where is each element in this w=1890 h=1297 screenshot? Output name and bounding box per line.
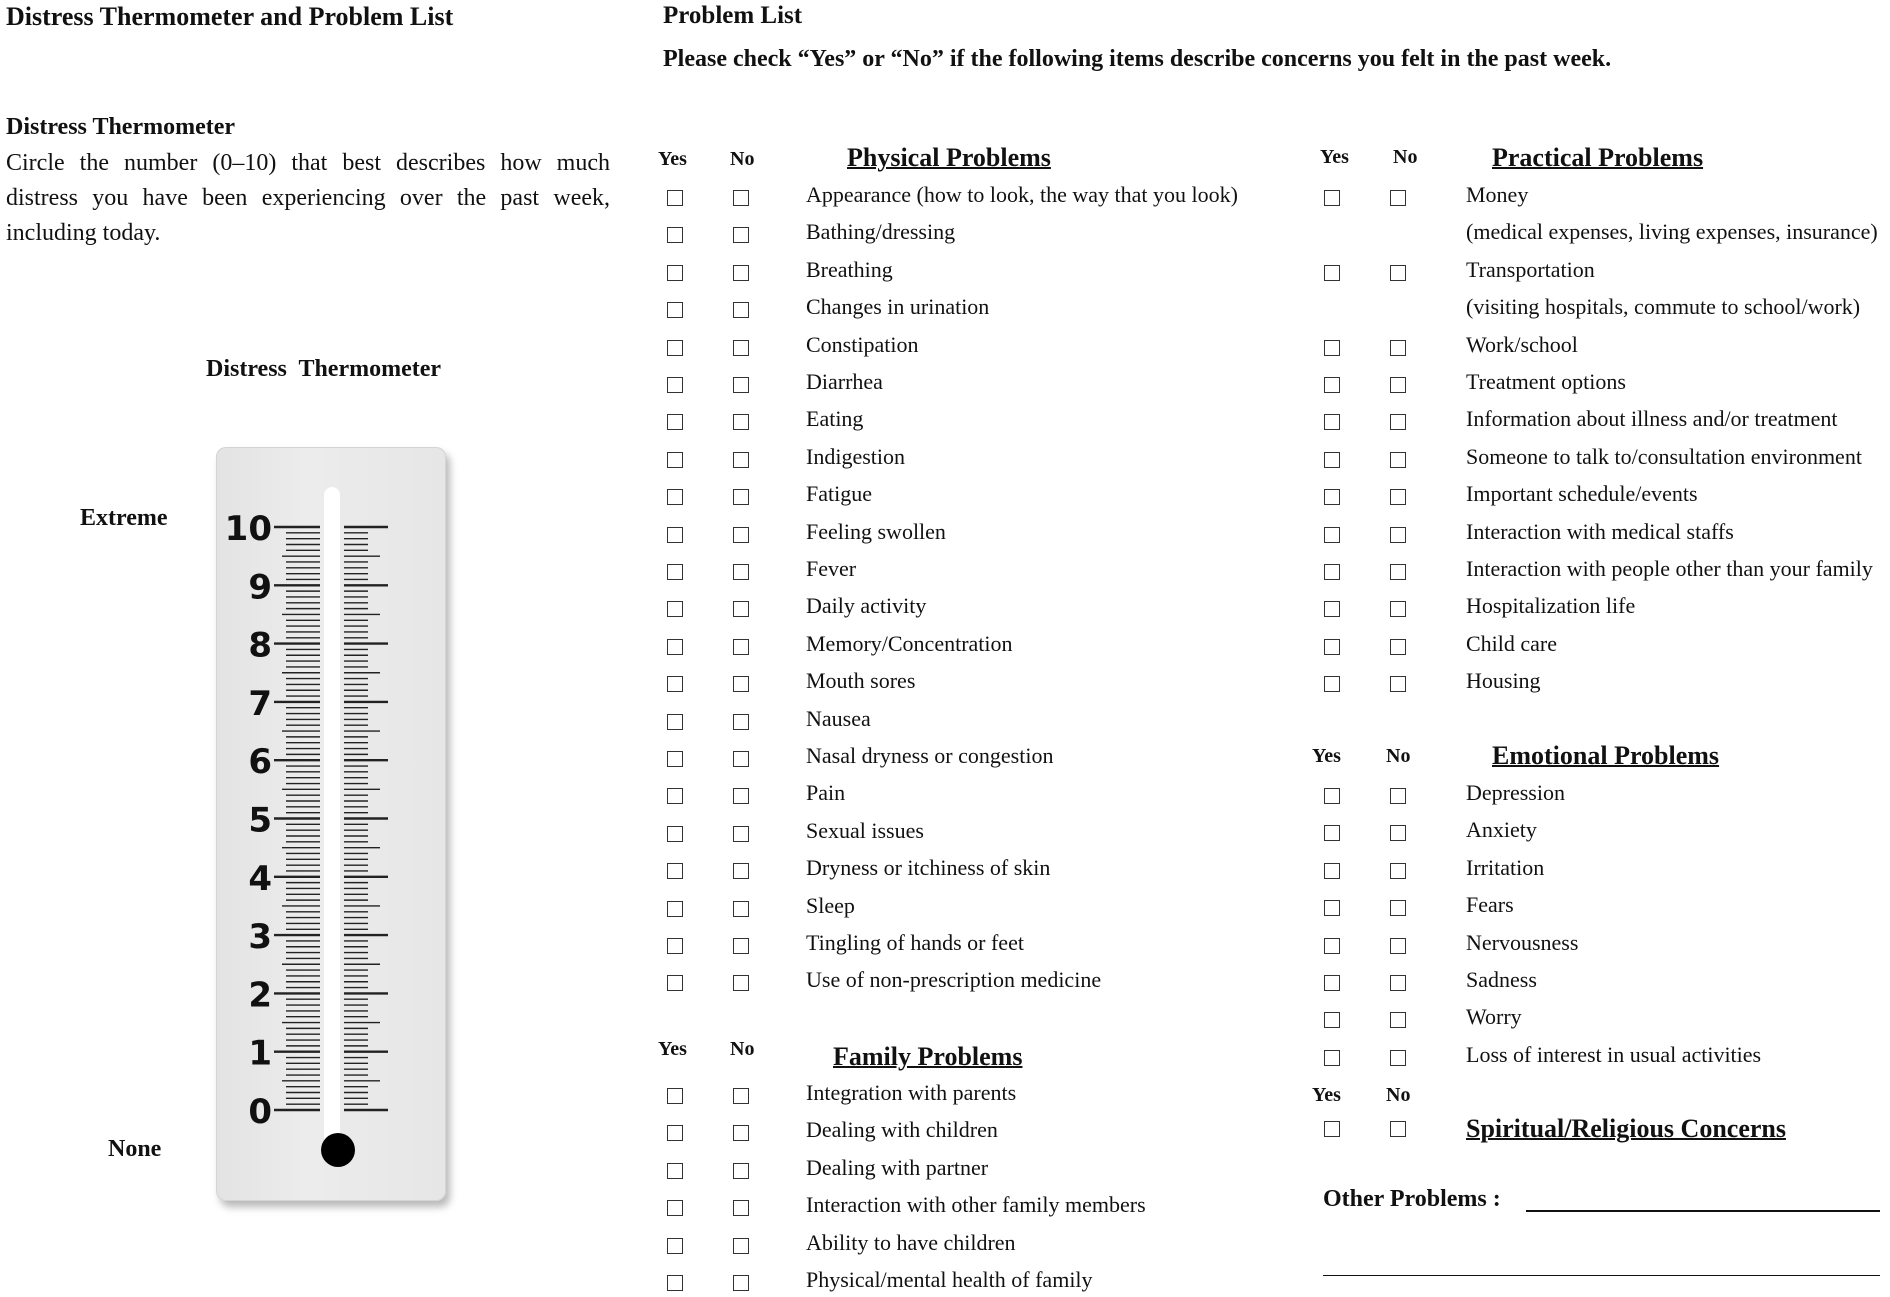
practical-no-checkbox-work-school[interactable]: [1390, 340, 1406, 356]
family-no-checkbox-integration-with-parents[interactable]: [733, 1088, 749, 1104]
family-no-checkbox-dealing-with-partner[interactable]: [733, 1163, 749, 1179]
spiritual-concerns-heading: Spiritual/Religious Concerns: [1466, 1114, 1786, 1143]
emotional-yes-header: Yes: [1312, 745, 1341, 767]
physical-item: Sexual issues: [806, 817, 924, 843]
physical-yes-checkbox-dryness-or-itchiness-of-skin[interactable]: [667, 863, 683, 879]
physical-yes-checkbox-use-of-non-prescription-medicine[interactable]: [667, 975, 683, 991]
physical-item: Breathing: [806, 256, 893, 282]
thermometer-bulb: [321, 1133, 355, 1167]
physical-no-checkbox-indigestion[interactable]: [733, 452, 749, 468]
physical-item: Daily activity: [806, 593, 927, 619]
practical-item: Child care: [1466, 630, 1558, 656]
practical-item: (visiting hospitals, commute to school/work): [1466, 294, 1861, 320]
emotional-yes-checkbox-worry[interactable]: [1324, 1012, 1340, 1028]
physical-yes-checkbox-sexual-issues[interactable]: [667, 826, 683, 842]
emotional-yes-checkbox-sadness[interactable]: [1324, 975, 1340, 991]
family-item: Ability to have children: [806, 1229, 1016, 1255]
practical-item: Work/school: [1466, 331, 1578, 357]
physical-no-checkbox-breathing[interactable]: [733, 265, 749, 281]
label-extreme: Extreme: [80, 505, 168, 531]
practical-no-checkbox-money[interactable]: [1390, 190, 1406, 206]
practical-item: Interaction with medical staffs: [1466, 518, 1734, 544]
physical-yes-checkbox-fever[interactable]: [667, 564, 683, 580]
thermometer-instruction: Circle the number (0–10) that best describes how much distress you have been experiencing over the past week, including today.: [6, 150, 610, 246]
emotional-no-checkbox-irritation[interactable]: [1390, 863, 1406, 879]
physical-no-checkbox-feeling-swollen[interactable]: [733, 527, 749, 543]
physical-yes-checkbox-appearance-how-to-look-the-way-that-you-[interactable]: [667, 190, 683, 206]
practical-item: (medical expenses, living expenses, insurance): [1466, 219, 1878, 245]
emotional-no-checkbox-nervousness[interactable]: [1390, 938, 1406, 954]
scale-number[interactable]: 5: [248, 800, 272, 841]
physical-no-checkbox-memory-concentration[interactable]: [733, 639, 749, 655]
physical-item: Nasal dryness or congestion: [806, 743, 1054, 768]
emotional-item: Irritation: [1466, 854, 1545, 880]
practical-item: Interaction with people other than your family: [1466, 556, 1873, 581]
family-no-checkbox-dealing-with-children[interactable]: [733, 1125, 749, 1141]
practical-no-checkbox-child-care[interactable]: [1390, 639, 1406, 655]
physical-no-checkbox-dryness-or-itchiness-of-skin[interactable]: [733, 863, 749, 879]
practical-item: Treatment options: [1466, 369, 1626, 394]
physical-yes-checkbox-constipation[interactable]: [667, 340, 683, 356]
physical-no-checkbox-sleep[interactable]: [733, 901, 749, 917]
thermometer-heading: Distress Thermometer: [6, 114, 236, 140]
emotional-no-checkbox-fears[interactable]: [1390, 900, 1406, 916]
physical-no-checkbox-appearance-how-to-look-the-way-that-you-[interactable]: [733, 190, 749, 206]
physical-no-checkbox-nausea[interactable]: [733, 714, 749, 730]
thermometer-figure-title: Distress Thermometer: [206, 356, 442, 382]
practical-yes-checkbox-treatment-options[interactable]: [1324, 377, 1340, 393]
scale-number[interactable]: 7: [248, 683, 272, 724]
practical-no-checkbox-important-schedule-events[interactable]: [1390, 489, 1406, 505]
physical-item: Fever: [806, 556, 857, 581]
physical-item: Memory/Concentration: [806, 630, 1013, 656]
physical-yes-checkbox-mouth-sores[interactable]: [667, 676, 683, 692]
physical-no-header: No: [730, 148, 755, 170]
practical-yes-checkbox-interaction-with-people-other-than-your-[interactable]: [1324, 564, 1340, 580]
emotional-item: Anxiety: [1466, 817, 1537, 843]
physical-item: Fatigue: [806, 481, 872, 507]
spiritual-yes-header: Yes: [1312, 1084, 1341, 1106]
physical-no-checkbox-tingling-of-hands-or-feet[interactable]: [733, 938, 749, 954]
family-no-checkbox-physical-mental-health-of-family[interactable]: [733, 1275, 749, 1291]
practical-no-checkbox-treatment-options[interactable]: [1390, 377, 1406, 393]
practical-yes-checkbox-interaction-with-medical-staffs[interactable]: [1324, 527, 1340, 543]
problem-list-instruction: Please check “Yes” or “No” if the following items describe concerns you felt in the past week.: [663, 46, 1612, 72]
emotional-problems-heading: Emotional Problems: [1492, 741, 1720, 770]
physical-yes-checkbox-feeling-swollen[interactable]: [667, 527, 683, 543]
physical-no-checkbox-bathing-dressing[interactable]: [733, 227, 749, 243]
family-item: Dealing with children: [806, 1117, 998, 1143]
scale-number[interactable]: 2: [248, 975, 272, 1016]
emotional-no-checkbox-depression[interactable]: [1390, 788, 1406, 804]
physical-item: Changes in urination: [806, 294, 990, 320]
emotional-yes-checkbox-depression[interactable]: [1324, 788, 1340, 804]
practical-item: Transportation: [1466, 256, 1595, 282]
emotional-item: Loss of interest in usual activities: [1466, 1041, 1762, 1067]
emotional-yes-checkbox-nervousness[interactable]: [1324, 938, 1340, 954]
family-item: Physical/mental health of family: [806, 1267, 1093, 1292]
physical-no-checkbox-fatigue[interactable]: [733, 489, 749, 505]
family-problems-heading: Family Problems: [833, 1042, 1023, 1071]
scale-number[interactable]: 4: [248, 858, 272, 899]
physical-item: Constipation: [806, 331, 919, 357]
practical-no-checkbox-interaction-with-people-other-than-your-[interactable]: [1390, 564, 1406, 580]
physical-item: Use of non-prescription medicine: [806, 967, 1102, 993]
physical-no-checkbox-use-of-non-prescription-medicine[interactable]: [733, 975, 749, 991]
emotional-yes-checkbox-anxiety[interactable]: [1324, 825, 1340, 841]
practical-item: Housing: [1466, 668, 1541, 694]
physical-item: Eating: [806, 406, 864, 432]
practical-yes-checkbox-someone-to-talk-to-consultation-environm[interactable]: [1324, 452, 1340, 468]
physical-problems-heading: Physical Problems: [847, 143, 1051, 172]
practical-yes-checkbox-money[interactable]: [1324, 190, 1340, 206]
physical-no-checkbox-sexual-issues[interactable]: [733, 826, 749, 842]
physical-yes-checkbox-nausea[interactable]: [667, 714, 683, 730]
practical-no-checkbox-information-about-illness-and-or-treatme[interactable]: [1390, 414, 1406, 430]
physical-yes-checkbox-diarrhea[interactable]: [667, 377, 683, 393]
thermometer-tube: [324, 487, 340, 1150]
physical-yes-checkbox-tingling-of-hands-or-feet[interactable]: [667, 938, 683, 954]
physical-yes-checkbox-daily-activity[interactable]: [667, 601, 683, 617]
family-no-checkbox-interaction-with-other-family-members[interactable]: [733, 1200, 749, 1216]
physical-no-checkbox-pain[interactable]: [733, 788, 749, 804]
physical-no-checkbox-nasal-dryness-or-congestion[interactable]: [733, 751, 749, 767]
physical-yes-checkbox-breathing[interactable]: [667, 265, 683, 281]
family-yes-header: Yes: [658, 1038, 687, 1060]
other-problems-input-line[interactable]: [1526, 1210, 1880, 1212]
scale-number[interactable]: 10: [224, 509, 272, 549]
spiritual-no-header: No: [1386, 1084, 1411, 1106]
practical-yes-checkbox-important-schedule-events[interactable]: [1324, 489, 1340, 505]
family-yes-checkbox-interaction-with-other-family-members[interactable]: [667, 1200, 683, 1216]
emotional-no-checkbox-sadness[interactable]: [1390, 975, 1406, 991]
practical-yes-checkbox-housing[interactable]: [1324, 676, 1340, 692]
other-problems-label: Other Problems :: [1323, 1186, 1501, 1212]
family-yes-checkbox-physical-mental-health-of-family[interactable]: [667, 1275, 683, 1291]
practical-yes-header: Yes: [1320, 146, 1349, 168]
physical-item: Tingling of hands or feet: [806, 930, 1024, 955]
physical-item: Mouth sores: [806, 668, 916, 694]
physical-no-checkbox-daily-activity[interactable]: [733, 601, 749, 617]
emotional-no-checkbox-anxiety[interactable]: [1390, 825, 1406, 841]
practical-no-checkbox-interaction-with-medical-staffs[interactable]: [1390, 527, 1406, 543]
family-no-checkbox-ability-to-have-children[interactable]: [733, 1238, 749, 1254]
physical-item: Pain: [806, 780, 846, 806]
physical-item: Bathing/dressing: [806, 219, 956, 245]
family-no-header: No: [730, 1038, 755, 1060]
practical-item: Money: [1466, 182, 1529, 207]
physical-item: Feeling swollen: [806, 518, 946, 544]
physical-no-checkbox-eating[interactable]: [733, 414, 749, 430]
practical-no-checkbox-transportation[interactable]: [1390, 265, 1406, 281]
scale-number[interactable]: 1: [248, 1033, 272, 1074]
scale-number[interactable]: 0: [248, 1092, 272, 1132]
emotional-yes-checkbox-loss-of-interest-in-usual-activities[interactable]: [1324, 1050, 1340, 1066]
scale-number[interactable]: 9: [248, 567, 272, 608]
practical-yes-checkbox-information-about-illness-and-or-treatme[interactable]: [1324, 414, 1340, 430]
physical-yes-checkbox-eating[interactable]: [667, 414, 683, 430]
scale-number[interactable]: 8: [248, 625, 272, 666]
family-yes-checkbox-ability-to-have-children[interactable]: [667, 1238, 683, 1254]
practical-yes-checkbox-work-school[interactable]: [1324, 340, 1340, 356]
physical-item: Diarrhea: [806, 369, 883, 394]
emotional-no-checkbox-worry[interactable]: [1390, 1012, 1406, 1028]
physical-yes-checkbox-fatigue[interactable]: [667, 489, 683, 505]
physical-item: Sleep: [806, 892, 855, 918]
family-item: Dealing with partner: [806, 1154, 989, 1180]
practical-no-checkbox-housing[interactable]: [1390, 676, 1406, 692]
physical-no-checkbox-diarrhea[interactable]: [733, 377, 749, 393]
physical-item: Appearance (how to look, the way that you look): [806, 182, 1238, 207]
practical-item: Information about illness and/or treatment: [1466, 406, 1838, 432]
practical-item: Hospitalization life: [1466, 593, 1636, 619]
thermometer-scale[interactable]: [216, 447, 446, 1201]
spiritual-yes-checkbox[interactable]: [1324, 1121, 1340, 1137]
physical-item: Indigestion: [806, 443, 905, 469]
physical-no-checkbox-constipation[interactable]: [733, 340, 749, 356]
physical-yes-checkbox-nasal-dryness-or-congestion[interactable]: [667, 751, 683, 767]
physical-no-checkbox-changes-in-urination[interactable]: [733, 302, 749, 318]
family-yes-checkbox-dealing-with-children[interactable]: [667, 1125, 683, 1141]
scale-number[interactable]: 3: [248, 917, 272, 958]
physical-yes-checkbox-changes-in-urination[interactable]: [667, 302, 683, 318]
physical-yes-checkbox-memory-concentration[interactable]: [667, 639, 683, 655]
emotional-item: Worry: [1466, 1004, 1522, 1030]
practical-yes-checkbox-transportation[interactable]: [1324, 265, 1340, 281]
physical-item: Nausea: [806, 705, 871, 731]
emotional-yes-checkbox-irritation[interactable]: [1324, 863, 1340, 879]
emotional-item: Depression: [1466, 780, 1565, 805]
physical-yes-checkbox-pain[interactable]: [667, 788, 683, 804]
emotional-item: Sadness: [1466, 967, 1537, 992]
page-title: Distress Thermometer and Problem List: [6, 2, 454, 31]
practical-item: Important schedule/events: [1466, 481, 1698, 507]
label-none: None: [108, 1136, 162, 1162]
practical-yes-checkbox-hospitalization-life[interactable]: [1324, 601, 1340, 617]
other-problems-second-line[interactable]: [1323, 1275, 1880, 1276]
family-item: Integration with parents: [806, 1080, 1017, 1105]
physical-no-checkbox-mouth-sores[interactable]: [733, 676, 749, 692]
practical-yes-checkbox-child-care[interactable]: [1324, 639, 1340, 655]
family-yes-checkbox-dealing-with-partner[interactable]: [667, 1163, 683, 1179]
physical-item: Dryness or itchiness of skin: [806, 855, 1051, 881]
emotional-no-header: No: [1386, 745, 1411, 767]
family-yes-checkbox-integration-with-parents[interactable]: [667, 1088, 683, 1104]
physical-no-checkbox-fever[interactable]: [733, 564, 749, 580]
emotional-item: Fears: [1466, 892, 1514, 918]
physical-yes-checkbox-sleep[interactable]: [667, 901, 683, 917]
practical-no-header: No: [1393, 146, 1418, 168]
physical-yes-header: Yes: [658, 148, 687, 170]
family-item: Interaction with other family members: [806, 1192, 1146, 1218]
spiritual-no-checkbox[interactable]: [1390, 1121, 1406, 1137]
practical-item: Someone to talk to/consultation environment: [1466, 443, 1862, 469]
practical-no-checkbox-someone-to-talk-to-consultation-environm[interactable]: [1390, 452, 1406, 468]
practical-no-checkbox-hospitalization-life[interactable]: [1390, 601, 1406, 617]
physical-yes-checkbox-bathing-dressing[interactable]: [667, 227, 683, 243]
emotional-item: Nervousness: [1466, 929, 1579, 955]
problem-list-title: Problem List: [663, 2, 803, 29]
physical-yes-checkbox-indigestion[interactable]: [667, 452, 683, 468]
emotional-no-checkbox-loss-of-interest-in-usual-activities[interactable]: [1390, 1050, 1406, 1066]
emotional-yes-checkbox-fears[interactable]: [1324, 900, 1340, 916]
scale-number[interactable]: 6: [248, 742, 272, 783]
practical-problems-heading: Practical Problems: [1492, 143, 1704, 172]
